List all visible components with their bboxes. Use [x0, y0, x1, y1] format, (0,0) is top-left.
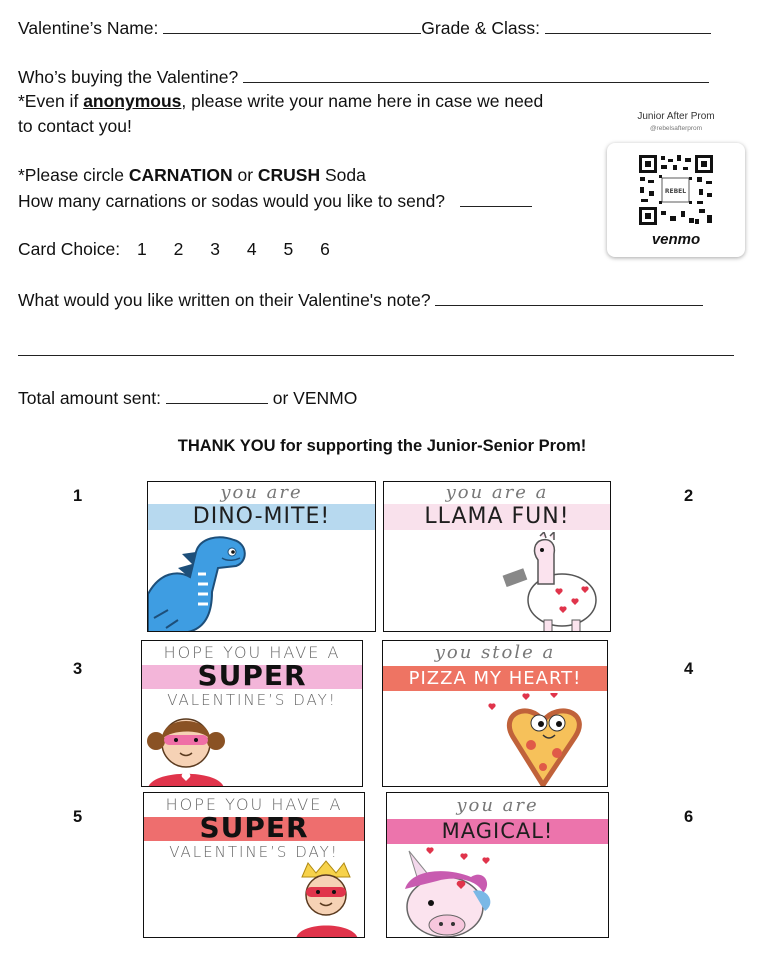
venmo-brand: venmo [651, 231, 701, 248]
qr-code[interactable] [637, 153, 715, 227]
card-choice-row [18, 239, 330, 259]
how-many-row [18, 190, 532, 211]
anon-note-suffix: , please write your name here in case we need [181, 91, 544, 111]
grade-class-label: Grade & Class: [421, 18, 540, 38]
card-choice-3[interactable]: 3 [210, 239, 220, 259]
total-label: Total amount sent: [18, 388, 161, 408]
circle-prefix: *Please circle [18, 165, 129, 185]
card-number-3: 3 [73, 660, 83, 678]
qr-logo: REBEL [664, 188, 687, 195]
card-choice-1[interactable]: 1 [137, 239, 147, 259]
dinosaur-illustration [148, 532, 258, 632]
card-5-super: SUPER [199, 811, 309, 844]
venmo-card [607, 143, 745, 257]
card-2-headline: LLAMA FUN! [424, 504, 570, 529]
unicorn-illustration [387, 847, 507, 938]
note-blank-line2[interactable] [18, 339, 734, 356]
how-many-label: How many carnations or sodas would you like to send? [18, 191, 446, 211]
how-many-blank[interactable] [460, 190, 532, 207]
card-6-headline: MAGICAL! [441, 819, 554, 843]
card-choice-6[interactable]: 6 [320, 239, 330, 259]
card-2-script: you are a [445, 482, 549, 503]
card-number-2: 2 [684, 487, 694, 505]
total-blank[interactable] [166, 387, 268, 404]
or-venmo: or VENMO [272, 388, 358, 408]
card-3-line3: VALENTINE’S DAY! [167, 691, 337, 709]
soda-word: Soda [320, 165, 366, 185]
card-5[interactable] [143, 792, 365, 938]
pizza-heart-illustration [479, 693, 608, 787]
superhero-girl-illustration [142, 711, 242, 787]
llama-illustration [494, 532, 611, 632]
buyer-row [18, 66, 709, 87]
card-4-headline: PIZZA MY HEART! [408, 668, 582, 689]
buyer-label: Who’s buying the Valentine? [18, 67, 239, 87]
card-1[interactable] [147, 481, 376, 632]
anon-note [18, 91, 543, 111]
note-blank[interactable] [435, 289, 703, 306]
card-number-6: 6 [684, 808, 694, 826]
card-4-script: you stole a [434, 642, 556, 663]
card-1-headline: DINO-MITE! [192, 504, 331, 529]
card-2[interactable] [383, 481, 611, 632]
card-5-line1: HOPE YOU HAVE A [165, 795, 343, 814]
note-row [18, 289, 703, 310]
card-choice-4[interactable]: 4 [246, 239, 257, 259]
anon-note-bold: anonymous [83, 91, 182, 111]
card-number-5: 5 [73, 808, 83, 826]
valentine-name-blank[interactable] [163, 17, 421, 34]
card-3[interactable] [141, 640, 363, 787]
valentine-name-label: Valentine’s Name: [18, 18, 159, 38]
card-3-super: SUPER [197, 659, 307, 692]
card-number-1: 1 [73, 487, 83, 505]
card-6-script: you are [456, 795, 539, 816]
card-choice-2[interactable]: 2 [173, 239, 184, 259]
carnation-option[interactable]: CARNATION [128, 165, 233, 185]
card-1-script: you are [220, 482, 303, 503]
card-number-4: 4 [684, 660, 694, 678]
qr-title: Junior After Prom [637, 111, 715, 122]
circle-choice [18, 165, 366, 185]
card-3-line1: HOPE YOU HAVE A [163, 643, 341, 662]
anon-note-line2: to contact you! [18, 116, 132, 136]
total-row [18, 387, 357, 408]
superhero-boy-illustration [290, 859, 364, 938]
or-word: or [232, 165, 258, 185]
card-4[interactable] [382, 640, 608, 787]
note-label: What would you like written on their Valentine's note? [18, 290, 431, 310]
card-choice-5[interactable]: 5 [283, 239, 294, 259]
card-choice-label: Card Choice: [18, 239, 121, 259]
qr-handle: @rebelsafterprom [649, 125, 703, 132]
card-6[interactable] [386, 792, 609, 938]
anon-note-prefix: *Even if [18, 91, 84, 111]
valentine-name-row [18, 17, 711, 38]
grade-class-blank[interactable] [545, 17, 711, 34]
buyer-blank[interactable] [243, 66, 709, 83]
crush-option[interactable]: CRUSH [257, 165, 321, 185]
card-5-line3: VALENTINE’S DAY! [169, 843, 339, 861]
thank-you-message: THANK YOU for supporting the Junior-Senior Prom! [177, 437, 587, 455]
